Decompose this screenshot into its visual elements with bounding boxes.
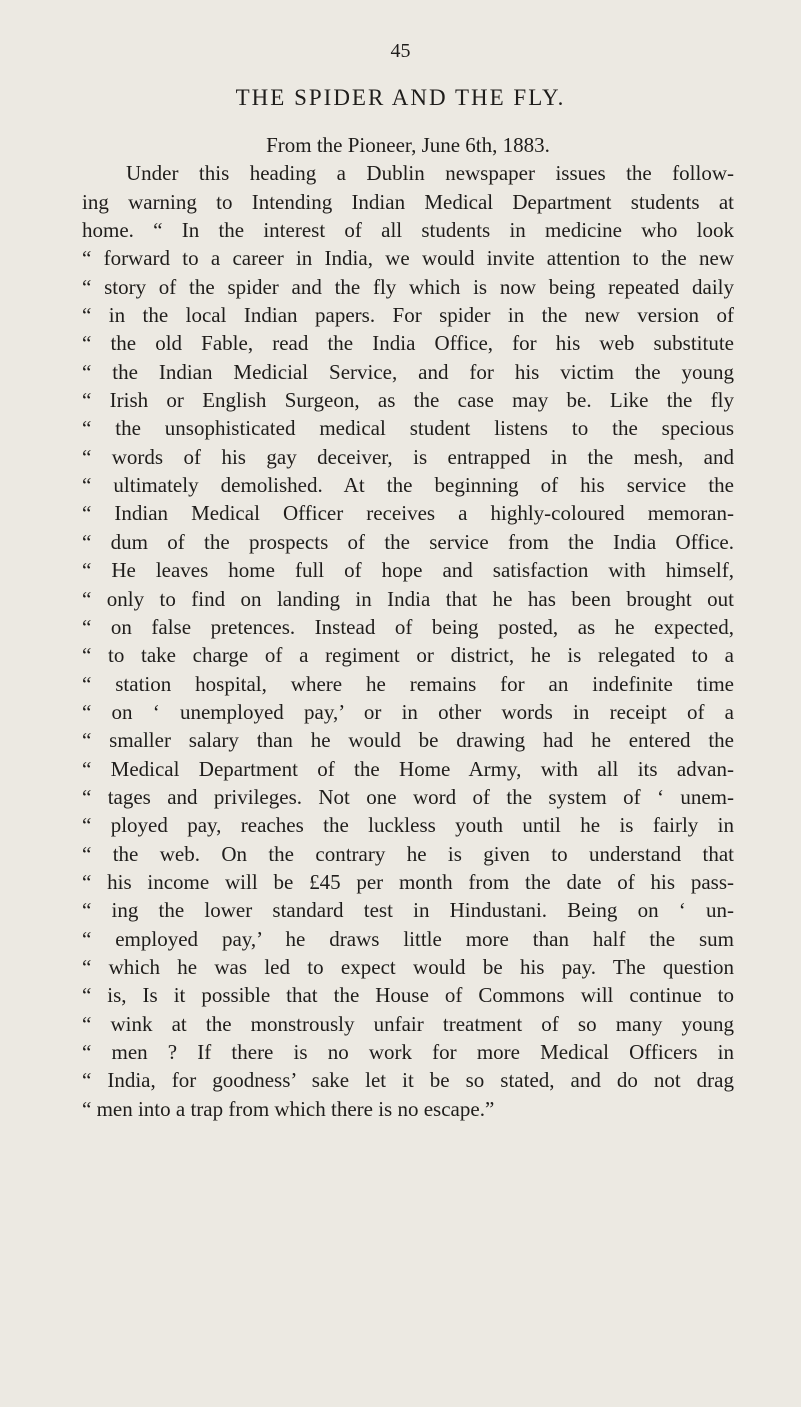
text-line: “ ployed pay, reaches the luckless youth until he is fairly in bbox=[82, 813, 734, 838]
text-line: “ Irish or English Surgeon, as the case may be. Like the fly bbox=[82, 388, 734, 413]
text-line: “ He leaves home full of hope and satisfaction with himself, bbox=[82, 558, 734, 583]
text-line: “ Medical Department of the Home Army, with all its advan- bbox=[82, 756, 734, 781]
text-line: ing warning to Intending Indian Medical Department students at bbox=[82, 189, 734, 214]
text-line: Under this heading a Dublin newspaper issues the follow- bbox=[126, 161, 734, 186]
text-line: “ ing the lower standard test in Hindustani. Being on ‘ un- bbox=[82, 898, 734, 923]
dateline: From the Pioneer, June 6th, 1883. bbox=[266, 133, 550, 157]
page-title: THE SPIDER AND THE FLY. bbox=[235, 85, 566, 110]
text-line: “ men into a trap from which there is no escape.” bbox=[82, 1096, 495, 1121]
text-line: “ tages and privileges. Not one word of the system of ‘ unem- bbox=[82, 784, 734, 809]
text-line: “ the Indian Medicial Service, and for his victim the young bbox=[82, 359, 734, 384]
page-number: 45 bbox=[390, 40, 411, 62]
article-body bbox=[82, 131, 734, 1123]
text-line: “ wink at the monstrously unfair treatment of so many young bbox=[82, 1011, 734, 1036]
text-line: “ only to find on landing in India that he has been brought out bbox=[82, 586, 734, 611]
text-line: “ station hospital, where he remains for an indefinite time bbox=[82, 671, 734, 696]
text-line: “ words of his gay deceiver, is entrapped in the mesh, and bbox=[82, 444, 734, 469]
text-line: “ ultimately demolished. At the beginning of his service the bbox=[82, 473, 734, 498]
text-line: “ his income will be £45 per month from the date of his pass- bbox=[82, 869, 734, 894]
text-line: “ to take charge of a regiment or district, he is relegated to a bbox=[82, 643, 734, 668]
text-line: “ forward to a career in India, we would invite attention to the new bbox=[82, 246, 734, 271]
text-line: “ the unsophisticated medical student listens to the specious bbox=[82, 416, 734, 441]
text-line: “ the old Fable, read the India Office, for his web substitute bbox=[82, 331, 734, 356]
text-line: home. “ In the interest of all students in medicine who look bbox=[82, 218, 734, 243]
text-line: “ the web. On the contrary he is given to understand that bbox=[82, 841, 734, 866]
text-line: “ India, for goodness’ sake let it be so stated, and do not drag bbox=[82, 1068, 734, 1093]
text-line: “ is, Is it possible that the House of Commons will continue to bbox=[82, 983, 734, 1008]
text-line: “ Indian Medical Officer receives a highly-coloured memoran- bbox=[82, 501, 734, 526]
text-line: “ in the local Indian papers. For spider in the new version of bbox=[82, 303, 734, 328]
text-line: “ on ‘ unemployed pay,’ or in other words in receipt of a bbox=[82, 699, 734, 724]
text-line: “ smaller salary than he would be drawing had he entered the bbox=[82, 728, 734, 753]
text-line: “ dum of the prospects of the service from the India Office. bbox=[82, 529, 734, 554]
text-line: “ on false pretences. Instead of being posted, as he expected, bbox=[82, 614, 734, 639]
text-line: “ men ? If there is no work for more Medical Officers in bbox=[82, 1040, 734, 1064]
text-line: “ which he was led to expect would be his pay. The question bbox=[82, 954, 734, 979]
text-line: “ story of the spider and the fly which is now being repeated daily bbox=[82, 274, 734, 299]
text-line: “ employed pay,’ he draws little more than half the sum bbox=[82, 926, 734, 951]
